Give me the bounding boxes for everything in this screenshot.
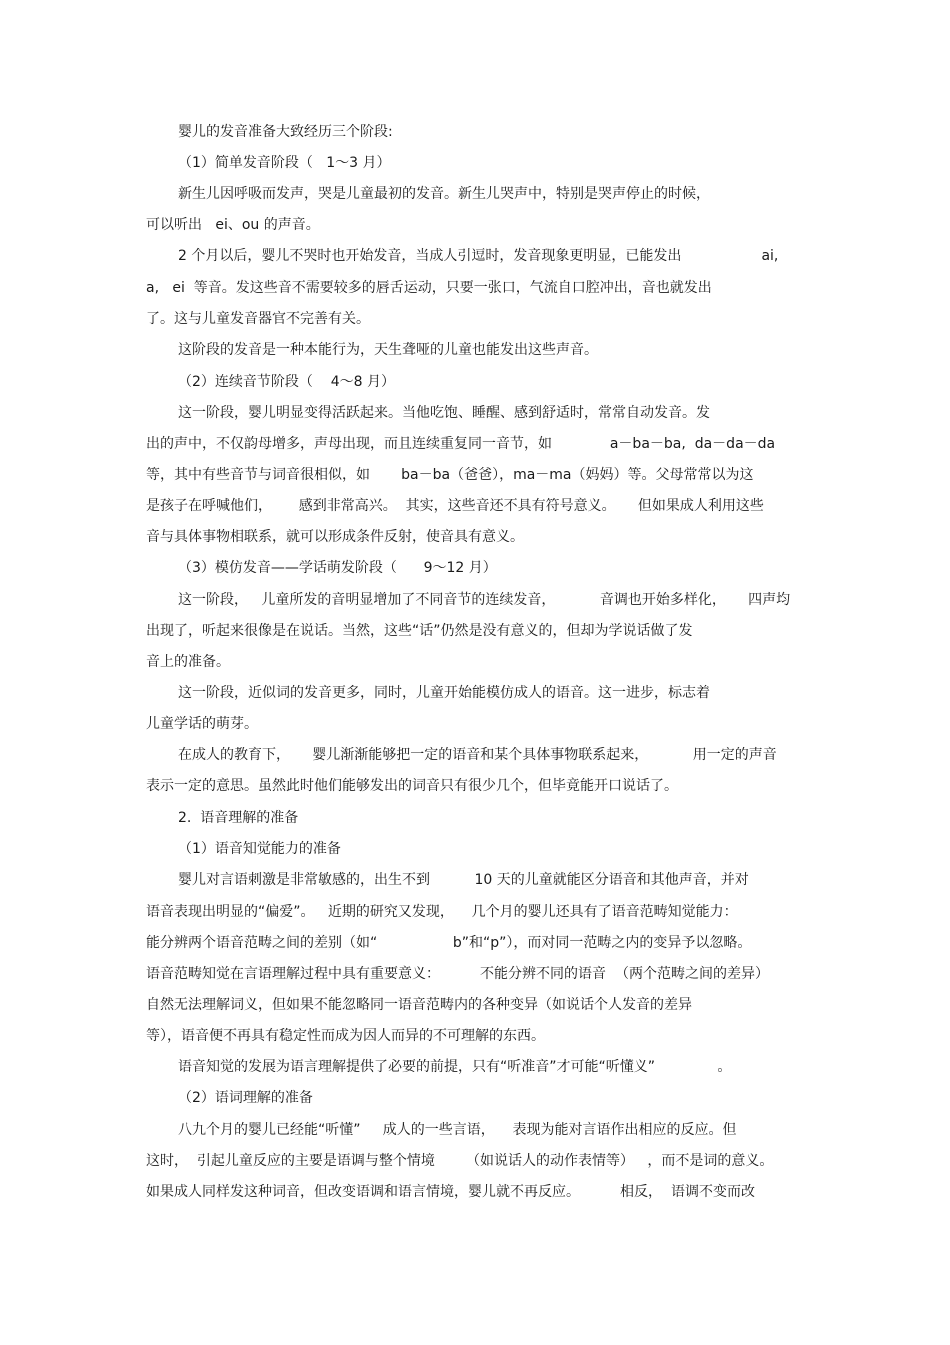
text-line: （1）语音知觉能力的准备 — [178, 841, 341, 857]
text-line: 这一阶段，婴儿明显变得活跃起来。当他吃饱、睡醒、感到舒适时，常常自动发音。发 — [178, 405, 710, 421]
text-line: 音与具体事物相联系，就可以形成条件反射，使音具有意义。 — [146, 529, 524, 545]
text-line: （2）连续音节阶段（ 4～8 月） — [178, 374, 395, 390]
text-line: 这时， 引起儿童反应的主要是语调与整个情境 （如说话人的动作表情等） ，而不是词的意义。 — [146, 1153, 774, 1169]
text-line: 语音表现出明显的“偏爱”。 近期的研究又发现， 几个月的婴儿还具有了语音范畴知觉能力： — [146, 904, 738, 920]
text-line: 这阶段的发音是一种本能行为，天生聋哑的儿童也能发出这些声音。 — [178, 342, 598, 358]
text-line: 等，其中有些音节与词音很相似，如 ba－ba（爸爸），ma－ma（妈妈）等。父母常常以为这 — [146, 467, 754, 483]
text-line: 是孩子在呼喊他们， 感到非常高兴。 其实，这些音还不具有符号意义。 但如果成人利用这些 — [146, 498, 764, 514]
text-line: 了。这与儿童发音器官不完善有关。 — [146, 311, 370, 327]
text-line: 新生儿因呼吸而发声，哭是儿童最初的发音。新生儿哭声中，特别是哭声停止的时候， — [178, 186, 710, 202]
text-line: 表示一定的意思。虽然此时他们能够发出的词音只有很少几个，但毕竟能开口说话了。 — [146, 778, 678, 794]
text-line: （2）语词理解的准备 — [178, 1090, 313, 1106]
text-line: 出的声中，不仅韵母增多，声母出现，而且连续重复同一音节，如 a－ba－ba, da－da－da — [146, 436, 776, 452]
text-line: 2 个月以后，婴儿不哭时也开始发音，当成人引逗时，发音现象更明显，已能发出 ai, — [178, 248, 779, 264]
text-line: （3）模仿发音——学话萌发阶段（ 9～12 月） — [178, 560, 497, 576]
text-line: 语音范畴知觉在言语理解过程中具有重要意义： 不能分辨不同的语音 （两个范畴之间的差异） — [146, 966, 769, 982]
text-line: 八九个月的婴儿已经能“听懂” 成人的一些言语， 表现为能对言语作出相应的反应。但 — [178, 1122, 737, 1138]
text-line: 这一阶段，近似词的发音更多，同时，儿童开始能模仿成人的语音。这一进步，标志着 — [178, 685, 710, 701]
text-line: 自然无法理解词义，但如果不能忽略同一语音范畴内的各种变异（如说话个人发音的差异 — [146, 997, 692, 1013]
text-line: 这一阶段， 儿童所发的音明显增加了不同音节的连续发音， 音调也开始多样化， 四声均 — [178, 592, 791, 608]
text-line: 2. 语音理解的准备 — [178, 810, 299, 826]
text-line: 婴儿对言语刺激是非常敏感的，出生不到 10 天的儿童就能区分语音和其他声音，并对 — [178, 872, 749, 888]
text-line: 在成人的教育下， 婴儿渐渐能够把一定的语音和某个具体事物联系起来， 用一定的声音 — [178, 747, 777, 763]
text-line: 可以听出 ei、ou 的声音。 — [146, 217, 320, 233]
text-line: 等），语音便不再具有稳定性而成为因人而异的不可理解的东西。 — [146, 1028, 545, 1044]
text-line: 婴儿的发音准备大致经历三个阶段: — [178, 124, 393, 140]
text-line: 能分辨两个语音范畴之间的差别（如“ b”和“p”），而对同一范畴之内的变异予以忽略。 — [146, 935, 752, 951]
text-line: a, ei 等音。发这些音不需要较多的唇舌运动，只要一张口，气流自口腔冲出，音也就发出 — [146, 280, 712, 296]
text-line: 语音知觉的发展为语言理解提供了必要的前提，只有“听准音”才可能“听懂义” 。 — [178, 1059, 732, 1075]
text-line: 儿童学话的萌芽。 — [146, 716, 258, 732]
text-line: （1）简单发音阶段（ 1～3 月） — [178, 155, 391, 171]
text-line: 如果成人同样发这种词音，但改变语调和语言情境，婴儿就不再反应。 相反， 语调不变而改 — [146, 1184, 755, 1200]
text-line: 音上的准备。 — [146, 654, 230, 670]
text-line: 出现了，听起来很像是在说话。当然，这些“话”仍然是没有意义的，但却为学说话做了发 — [146, 623, 693, 639]
